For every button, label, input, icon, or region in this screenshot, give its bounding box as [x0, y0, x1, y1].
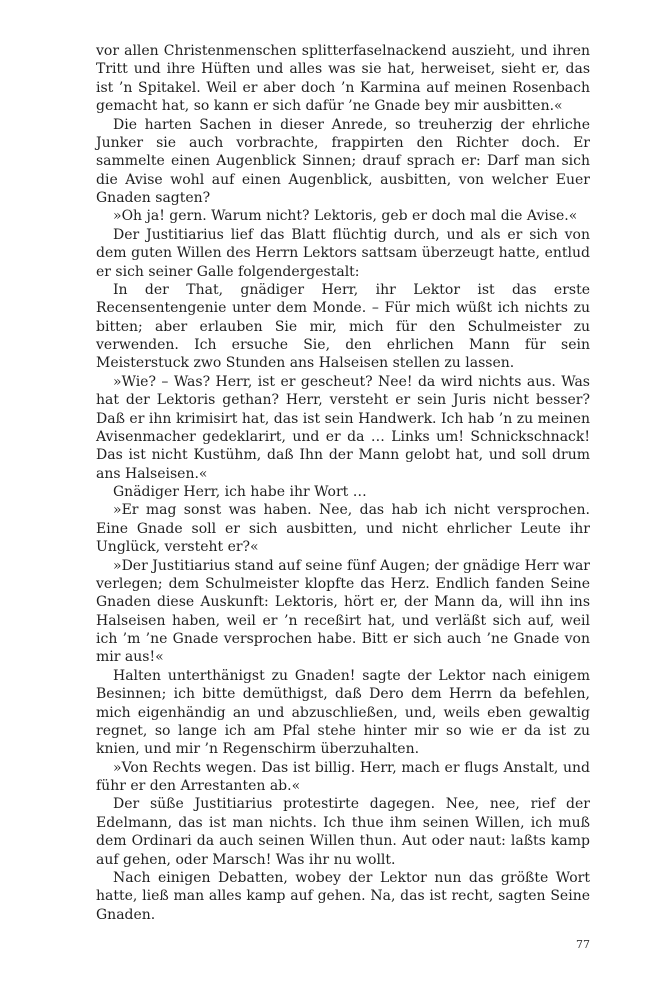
paragraph: »Von Rechts wegen. Das ist billig. Herr, mach er flugs Anstalt, und führ er den Arrestanten ab.«	[96, 759, 590, 794]
paragraph: Nach einigen Debatten, wobey der Lektor nun das größte Wort hatte, ließ man alles kamp auf gehen. Na, das ist recht, sagten Seine Gnaden.	[96, 869, 590, 923]
paragraph: Gnädiger Herr, ich habe ihr Wort …	[113, 484, 367, 500]
paragraph: Der Justitiarius lief das Blatt flüchtig durch, und als er sich von dem guten Willen des Herrn Lektors sattsam überzeugt hatte, entlud er sich seiner Galle folgendergestalt:	[96, 226, 590, 280]
paragraph: »Oh ja! gern. Warum nicht? Lektoris, geb er doch mal die Avise.«	[113, 208, 578, 225]
page-number: 77	[576, 938, 590, 951]
paragraph: Die harten Sachen in dieser Anrede, so treuherzig der ehrliche Junker sie auch vorbrachte, frappirten den Richter doch. Er sammelte einen Augenblick Sinnen; drauf sprach er: Darf man sich die Avise wohl auf einen Augenblick, ausbitten, von welcher Euer Gnaden sagten?	[96, 116, 590, 206]
paragraph: »Er mag sonst was haben. Nee, das hab ich nicht versprochen. Eine Gnade soll er sich ausbitten, und nicht ehrlicher Leute ihr Unglück, versteht er?«	[96, 502, 590, 556]
book-page-text	[96, 42, 590, 924]
paragraph: In der That, gnädiger Herr, ihr Lektor ist das erste Recensentengenie unter dem Monde. – Für mich wüßt ich nichts zu bitten; aber erlauben Sie mir, mich für den Schulmeister zu verwenden. Ich ersuche Sie, den ehrlichen Mann für sein Meisterstuck zwo Stunden ans Halseisen stellen zu lassen.	[96, 281, 590, 372]
paragraph: Halten unterthänigst zu Gnaden! sagte der Lektor nach einigem Besinnen; ich bitte demüthigst, daß Dero dem Herrn da befehlen, mich eigenhändig an und abzuschließen, und, weils eben gewaltig regnet, so lange ich am Pfal stehe hinter mir so wie er da ist zu knien, und mir ’n Regenschirm überzuhalten.	[96, 667, 590, 758]
paragraph: Der süße Justitiarius protestirte dagegen. Nee, nee, rief der Edelmann, das ist man nichts. Ich thue ihm seinen Willen, ich muß dem Ordinari da auch seinen Willen thun. Aut oder naut: laßts kamp auf gehen, oder Marsch! Was ihr nu wollt.	[96, 796, 590, 868]
paragraph: vor allen Christenmenschen splitterfaselnackend auszieht, und ihren Tritt und ihre Hüften und alles was sie hat, herweiset, sieht er, das ist ’n Spitakel. Weil er aber doch ’n Karmina auf meinen Rosenbach gemacht hat, so kann er sich dafür ’ne Gnade bey mir ausbitten.«	[96, 43, 590, 115]
paragraph: »Wie? – Was? Herr, ist er gescheut? Nee! da wird nichts aus. Was hat der Lektoris gethan? Herr, versteht er sein Juris nicht besser? Daß er ihn krimisirt hat, das ist sein Handwerk. Ich hab ’n zu meinen Avisenmacher gedeklarirt, und er da … Links um! Schnickschnack! Das ist nicht Kustühm, daß Ihn der Mann gelobt hat, und soll drum ans Halseisen.«	[96, 373, 590, 482]
paragraph: »Der Justitiarius stand auf seine fünf Augen; der gnädige Herr war verlegen; dem Schulmeister klopfte das Herz. Endlich fanden Seine Gnaden diese Auskunft: Lektoris, hört er, der Mann da, will ihn ins Halseisen haben, weil er ’n receßirt hat, und verläßt sich auf, weil ich ’m ’ne Gnade versprochen habe. Bitt er sich auch ’ne Gnade von mir aus!«	[96, 557, 590, 666]
